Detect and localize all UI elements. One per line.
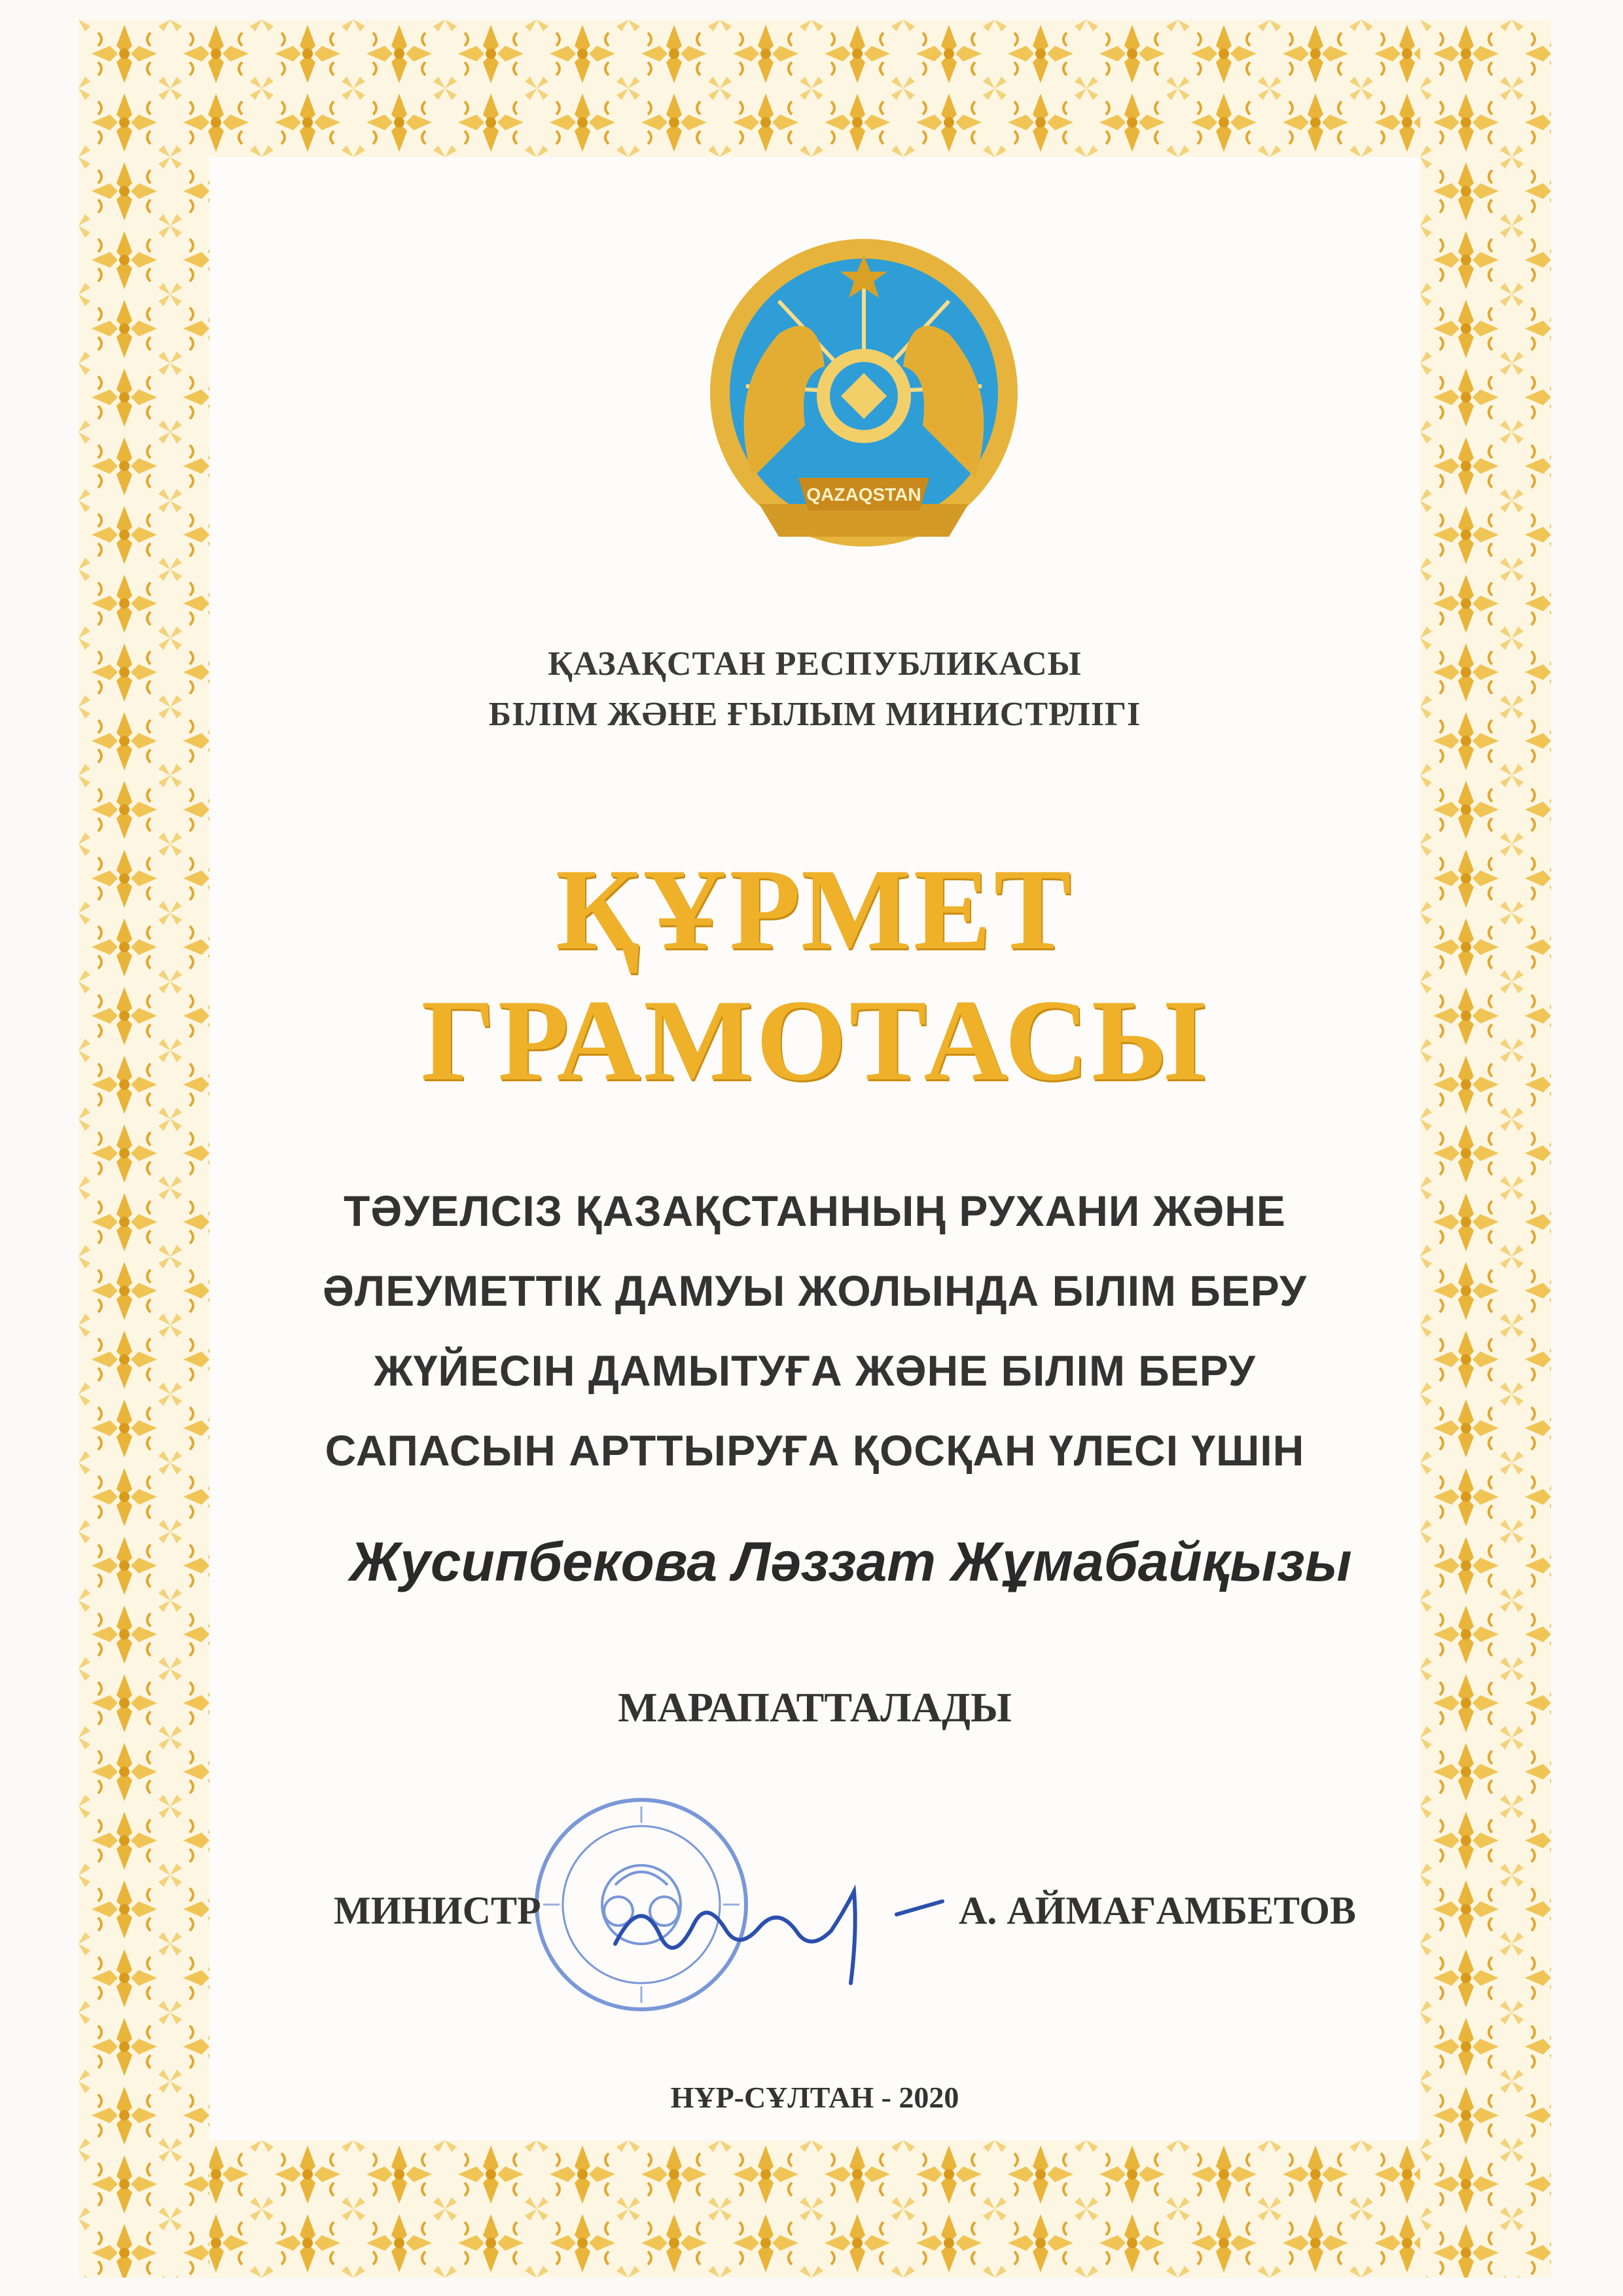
kazakhstan-state-emblem-icon: [668, 229, 1060, 569]
emblem-text: QAZAQSTAN: [806, 484, 921, 505]
reason-line-3: ЖҮЙЕСІН ДАМЫТУҒА ЖӘНЕ БІЛІМ БЕРУ: [374, 1346, 1256, 1395]
recipient-name: Жусипбекова Ләззат Жұмабайқызы: [349, 1531, 1352, 1592]
ornamental-frame-left: [79, 20, 209, 2278]
ornamental-frame-top: [79, 20, 1544, 157]
ornamental-frame-right: [1420, 20, 1551, 2278]
place-and-year: НҰР-СҰЛТАН - 2020: [670, 2081, 959, 2114]
award-title-line-2: ГРАМОТАСЫ: [421, 975, 1209, 1105]
reason-line-2: ӘЛЕУМЕТТІК ДАМУЫ ЖОЛЫНДА БІЛІМ БЕРУ: [322, 1266, 1308, 1315]
issuer-line-2: БІЛІМ ЖӘНЕ ҒЫЛЫМ МИНИСТРЛІГІ: [488, 696, 1141, 733]
ornamental-frame-bottom: [79, 2140, 1544, 2278]
reason-line-1: ТӘУЕЛСІЗ ҚАЗАҚСТАННЫҢ РУХАНИ ЖӘНЕ: [344, 1187, 1286, 1235]
issuer-line-1: ҚАЗАҚСТАН РЕСПУБЛИКАСЫ: [548, 645, 1082, 683]
reason-line-4: САПАСЫН АРТТЫРУҒА ҚОСҚАН ҮЛЕСІ ҮШІН: [325, 1426, 1305, 1475]
signatory-title: МИНИСТР: [334, 1889, 541, 1932]
awarded-label: МАРАПАТТАЛАДЫ: [618, 1684, 1012, 1731]
signatory-name: А. АЙМАҒАМБЕТОВ: [959, 1889, 1357, 1932]
award-title-line-1: ҚҰРМЕТ: [555, 844, 1075, 974]
minister-signature-icon: [602, 1852, 955, 1996]
